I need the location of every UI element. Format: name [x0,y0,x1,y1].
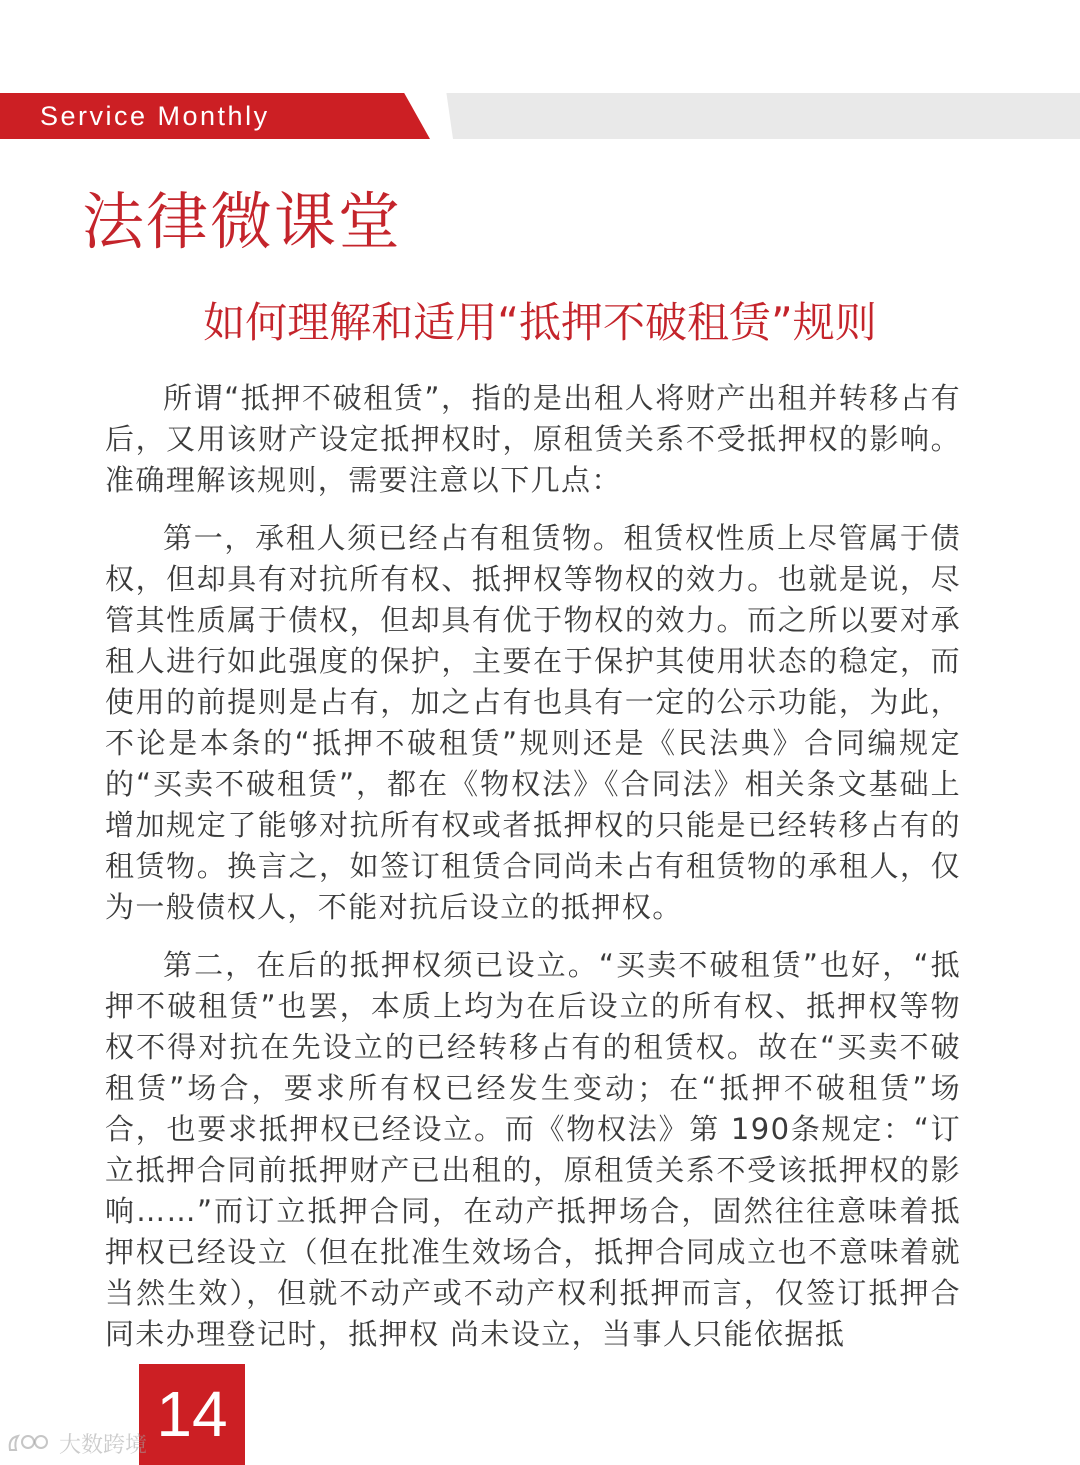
header-banner-text: Service Monthly [40,101,270,131]
paragraph-second-point: 第二，在后的抵押权须已设立。“买卖不破租赁”也好，“抵押不破租赁”也罢，本质上均为在后设立的所有权、抵押权等物权不得对抗在先设立的已经转移占有的租赁权。故在“买卖不破租赁”场合，要求所有权已经发生变动；在“抵押不破租赁”场合，也要求抵押权已经设立。而《物权法》第 190条规定：“订立抵押合同前抵押财产已出租的，原租赁关系不受该抵押权的影响……”而订立抵押合同，在动产抵押场合，固然往往意味着抵押权已经设立（但在批准生效场合，抵押合同成立也不意味着就当然生效），但就不动产或不动产权利抵押而言，仅签订抵押合同未办理登记时，抵押权 尚未设立，当事人只能依据抵 [105,948,961,1351]
paragraph-intro: 所谓“抵押不破租赁”，指的是出租人将财产出租并转移占有后，又用该财产设定抵押权时，原租赁关系不受抵押权的影响。准确理解该规则，需要注意以下几点： [105,381,961,497]
section-title: 法律微课堂 [82,185,403,258]
article-body [105,378,961,1372]
paragraph-first-point: 第一，承租人须已经占有租赁物。租赁权性质上尽管属于债权，但却具有对抗所有权、抵押权等物权的效力。也就是说，尽管其性质属于债权，但却具有优于物权的效力。而之所以要对承租人进行如此强度的保护，主要在于保护其使用状态的稳定，而使用的前提则是占有，加之占有也具有一定的公示功能，为此，不论是本条的“抵押不破租赁”规则还是《民法典》合同编规定的“买卖不破租赁”，都在《物权法》《合同法》相关条文基础上增加规定了能够对抗所有权或者抵押权的只能是已经转移占有的租赁物。换言之，如签订租赁合同尚未占有租赁物的承租人，仅为一般债权人，不能对抗后设立的抵押权。 [105,521,961,924]
watermark-text: 大数跨境 [59,1433,148,1458]
page-number: 14 [156,1378,228,1450]
brand-logo-icon [6,1430,50,1462]
article-title: 如何理解和适用“抵押不破租赁”规则 [203,298,877,347]
header-banner-gray [420,93,1080,139]
watermark [6,1428,147,1462]
